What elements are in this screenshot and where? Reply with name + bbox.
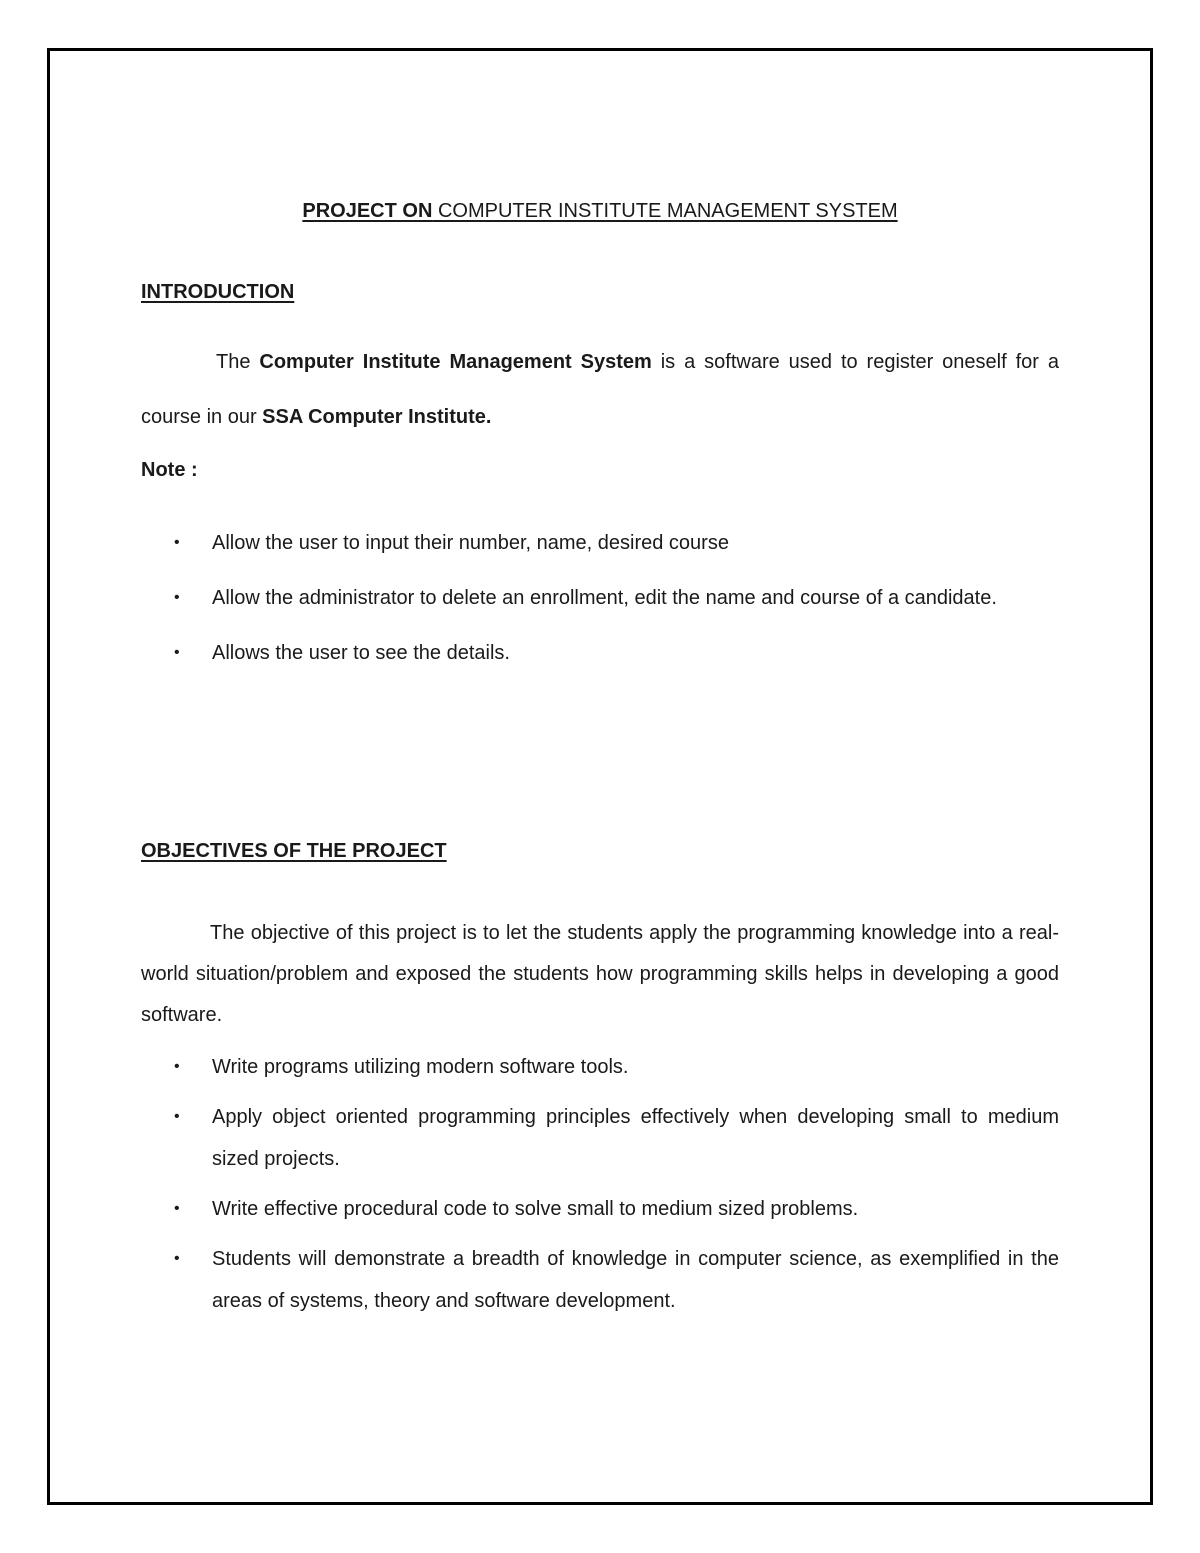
list-item: [141, 632, 1059, 674]
bullet-icon: •: [174, 534, 180, 551]
note-list: [141, 522, 1059, 687]
list-item-text: Allow the user to input their number, name, desired course: [212, 532, 729, 554]
title-bold-part: PROJECT ON: [302, 200, 433, 222]
list-item-text: Write effective procedural code to solve small to medium sized problems.: [212, 1198, 859, 1220]
bullet-icon: •: [174, 644, 180, 661]
introduction-heading: INTRODUCTION: [141, 281, 295, 303]
bullet-icon: •: [174, 1058, 180, 1075]
bullet-icon: •: [174, 1200, 180, 1217]
note-label: Note :: [141, 459, 198, 481]
bullet-icon: •: [174, 1250, 180, 1267]
list-item-text: Students will demonstrate a breadth of knowledge in computer science, as exemplified in the areas of systems, theory and software development.: [212, 1248, 1059, 1312]
list-item: [141, 577, 1059, 619]
intro-text-1: The: [216, 351, 260, 373]
list-item: [141, 522, 1059, 564]
title-rest-part: COMPUTER INSTITUTE MANAGEMENT SYSTEM: [432, 200, 898, 222]
list-item-text: Apply object oriented programming principles effectively when developing small to medium sized projects.: [212, 1106, 1059, 1170]
list-item-text: Write programs utilizing modern software tools.: [212, 1056, 629, 1078]
list-item-text: Allows the user to see the details.: [212, 642, 510, 664]
bullet-icon: •: [174, 1108, 180, 1125]
list-item: [141, 1046, 1059, 1088]
bullet-icon: •: [174, 589, 180, 606]
document-title: [141, 200, 1059, 223]
list-item: [141, 1238, 1059, 1322]
introduction-paragraph: [141, 335, 1059, 445]
intro-text-2: is a software used to register oneself for a course in our: [141, 351, 1059, 428]
list-item: [141, 1096, 1059, 1180]
list-item: [141, 1188, 1059, 1230]
list-item-text: Allow the administrator to delete an enrollment, edit the name and course of a candidate.: [212, 587, 997, 609]
intro-system-name: Computer Institute Management System: [259, 351, 652, 373]
objectives-list: [141, 1046, 1059, 1330]
intro-institute-name: SSA Computer Institute.: [262, 406, 492, 428]
objectives-paragraph: The objective of this project is to let the students apply the programming knowledge into a real- world situation/problem and exposed the students how programming skills helps in developing a good software.: [141, 922, 1059, 1026]
objectives-heading: OBJECTIVES OF THE PROJECT: [141, 840, 447, 862]
